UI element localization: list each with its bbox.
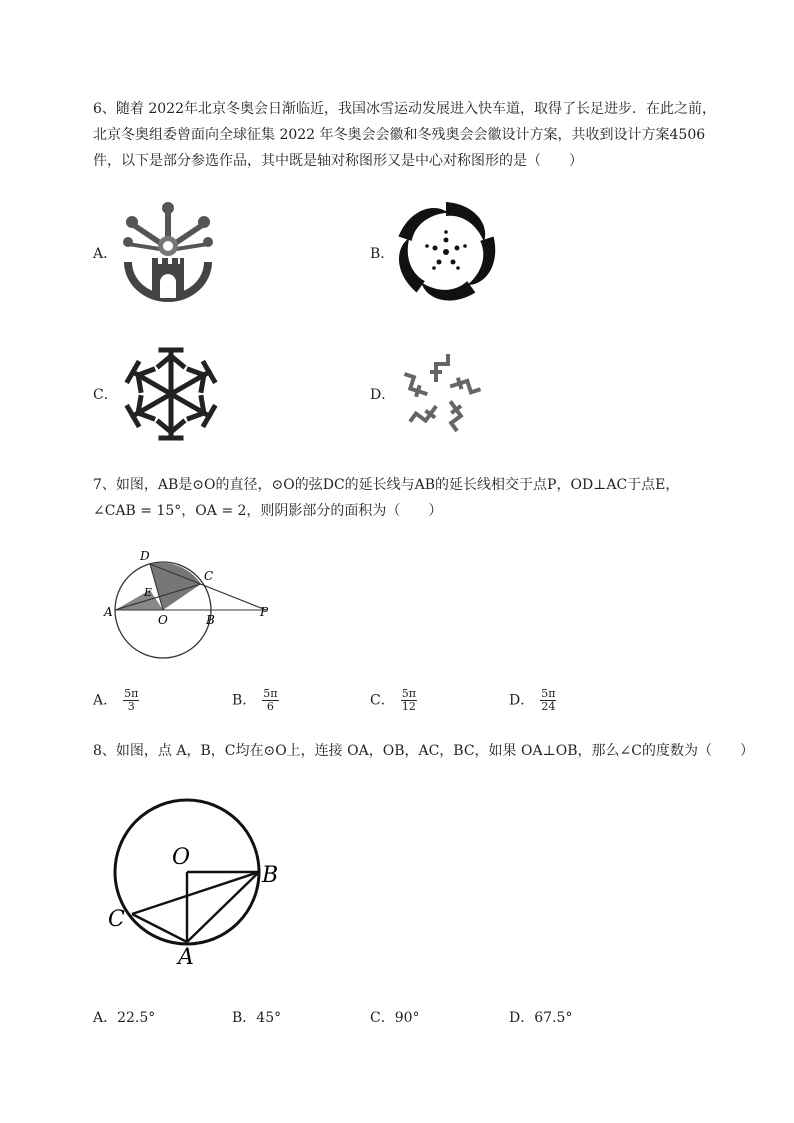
- q6-text-line-2: 北京冬奥组委曾面向全球征集 2022 年冬奥会会徽和冬残奥会会徽设计方案，共收到设计方案4506: [93, 127, 706, 143]
- q8-label-o: O: [172, 845, 191, 870]
- q7-option-c: [370, 688, 417, 713]
- q7-option-d: [509, 688, 556, 713]
- q8-option-c-value: 90°: [394, 1010, 420, 1026]
- q8-figure: [100, 792, 300, 972]
- q7-option-a-num: 5π: [124, 687, 139, 700]
- q6-option-a-label: A．: [93, 246, 118, 262]
- q8-option-a-label: A．: [93, 1010, 118, 1026]
- q7-option-a-den: 3: [127, 700, 135, 713]
- q7-option-c-label: C．: [370, 692, 395, 709]
- q7-label-a: A: [104, 605, 113, 619]
- q8-option-c: [370, 1010, 420, 1026]
- q7-label-b: B: [206, 613, 215, 627]
- q7-option-a-label: A．: [93, 692, 118, 709]
- q8-option-d: [509, 1010, 572, 1026]
- q7-option-b-label: B．: [232, 692, 257, 709]
- q7-option-b: [232, 688, 279, 713]
- q8-option-a-value: 22.5°: [117, 1010, 156, 1026]
- q8-text-line-1: 8、如图，点 A，B，C均在⊙O上，连接 OA，OB，AC，BC，如果 OA⊥OB，那么∠C的度数为（ ）: [93, 743, 754, 759]
- q8-option-c-label: C．: [370, 1010, 395, 1026]
- q6-option-c-label: C．: [93, 387, 118, 403]
- q7-option-a: [93, 688, 139, 713]
- q6-option-b-label: B．: [370, 246, 395, 262]
- q8-option-b-value: 45°: [256, 1010, 282, 1026]
- q7-text-line-1: 7、如图，AB是⊙O的直径，⊙O的弦DC的延长线与AB的延长线相交于点P，OD⊥AC于点E，: [93, 477, 680, 493]
- q7-option-d-den: 24: [541, 700, 556, 713]
- q7-figure: [98, 544, 288, 668]
- q8-option-a: [93, 1010, 155, 1026]
- q7-option-c-num: 5π: [401, 687, 416, 700]
- q7-option-d-label: D．: [509, 692, 535, 709]
- q6-text-line-1: 6、随着 2022年北京冬奥会日渐临近，我国冰雪运动发展进入快车道，取得了长足进步．在此之前，: [93, 101, 716, 117]
- q6-option-d-label: D．: [370, 387, 396, 403]
- q6-emblem-c: [120, 344, 222, 444]
- q7-label-e: E: [144, 586, 153, 599]
- q6-emblem-a: [118, 200, 218, 304]
- q7-option-c-den: 12: [401, 700, 416, 713]
- q7-option-b-num: 5π: [263, 687, 278, 700]
- q7-option-d-num: 5π: [541, 687, 556, 700]
- q8-label-a: A: [178, 945, 194, 970]
- q8-option-d-value: 67.5°: [534, 1010, 573, 1026]
- q7-label-p: P: [260, 605, 269, 619]
- q8-option-d-label: D．: [509, 1010, 535, 1026]
- q8-option-b-label: B．: [232, 1010, 257, 1026]
- q8-label-c: C: [108, 907, 125, 932]
- q8-label-b: B: [262, 863, 279, 888]
- q6-emblem-d: [392, 346, 488, 438]
- q7-text-line-2: ∠CAB = 15°，OA = 2，则阴影部分的面积为（ ）: [93, 503, 443, 519]
- q7-label-o: O: [158, 613, 168, 627]
- q6-text-line-3: 件，以下是部分参选作品，其中既是轴对称图形又是中心对称图形的是（ ）: [93, 153, 583, 169]
- q8-option-b: [232, 1010, 281, 1026]
- q6-emblem-b: [392, 200, 500, 304]
- q7-option-b-den: 6: [266, 700, 274, 713]
- q7-label-d: D: [140, 549, 150, 563]
- q7-label-c: C: [204, 569, 214, 583]
